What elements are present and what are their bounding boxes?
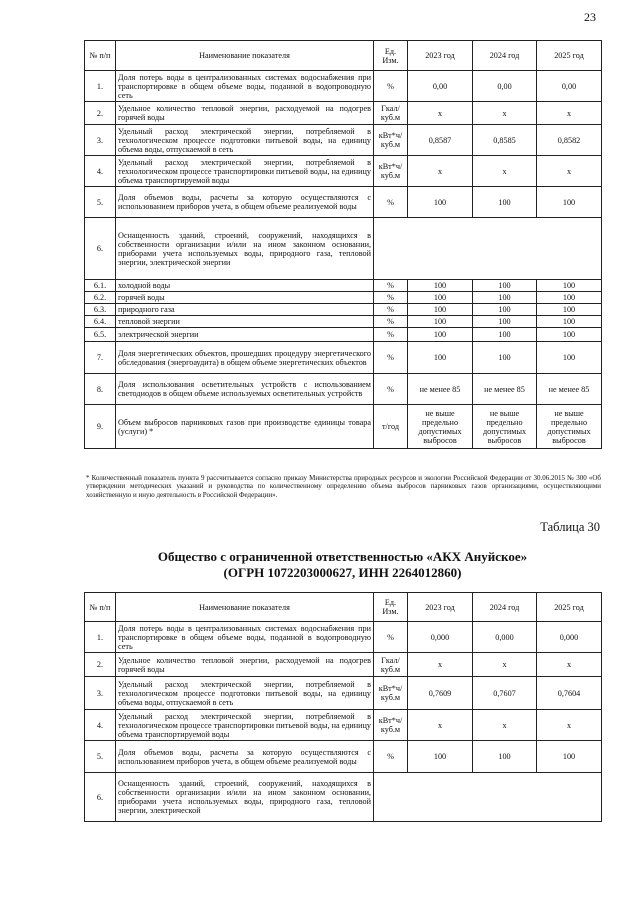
- row-number: 6.4.: [85, 316, 116, 328]
- row-number: 8.: [85, 374, 116, 405]
- value-2024: 0,8585: [473, 125, 537, 156]
- row-number: 6.3.: [85, 304, 116, 316]
- value-2023: 100: [408, 316, 473, 328]
- unit-cell: Гкал/ куб.м: [374, 653, 408, 677]
- row-number: 3.: [85, 125, 116, 156]
- row-number: 6.2.: [85, 292, 116, 304]
- row-number: 6.1.: [85, 280, 116, 292]
- value-2025: 0,00: [537, 71, 602, 102]
- table-row: [85, 156, 602, 187]
- unit-cell: т/год: [374, 405, 408, 449]
- unit-cell: кВт*ч/ куб.м: [374, 677, 408, 710]
- row-number: 6.: [85, 218, 116, 280]
- indicator-name: Удельный расход электрической энергии, потребляемой в технологическом процессе подготовки питьевой воды, на единицу объема воды, отпускаемой в сеть: [116, 677, 374, 710]
- unit-cell: %: [374, 71, 408, 102]
- header-indicator-name: Наименование показателя: [116, 593, 374, 622]
- unit-cell: %: [374, 741, 408, 773]
- value-2023: х: [408, 102, 473, 125]
- table-row: [85, 374, 602, 405]
- empty-merged-cell: [374, 218, 602, 280]
- unit-cell: %: [374, 316, 408, 328]
- header-year-2025: 2025 год: [537, 593, 602, 622]
- header-year-2024: 2024 год: [473, 593, 537, 622]
- table-header-row: [85, 41, 602, 71]
- indicator-name: тепловой энергии: [116, 316, 374, 328]
- unit-cell: %: [374, 304, 408, 316]
- indicator-name: Доля использования осветительных устройств с использованием светодиодов в общем объеме используемых осветительных устройств: [116, 374, 374, 405]
- value-2025: не менее 85: [537, 374, 602, 405]
- row-number: 6.: [85, 773, 116, 822]
- indicator-name: Удельный расход электрической энергии, потребляемой в технологическом процессе подготовки питьевой воды, на единицу объема воды, отпускаемой в сеть: [116, 125, 374, 156]
- value-2023: 0,7609: [408, 677, 473, 710]
- value-2025: 100: [537, 342, 602, 374]
- footnote: * Количественный показатель пункта 9 рассчитывается согласно приказу Министерства природных ресурсов и экологии Российской Федерации от 30.06.2015 № 300 «Об утверждении методических указаний и руководства по количественному определению объема выбросов парниковых газов организациями, осуществляющими хозяйственную и иную деятельность в Российской Федерации».: [86, 474, 601, 499]
- value-2024: 0,7607: [473, 677, 537, 710]
- value-2024: 100: [473, 292, 537, 304]
- value-2023: 100: [408, 304, 473, 316]
- value-2025: 100: [537, 316, 602, 328]
- row-number: 2.: [85, 653, 116, 677]
- indicator-name: Доля потерь воды в централизованных системах водоснабжения при транспортировке в общем объеме воды, поданной в водопроводную сеть: [116, 71, 374, 102]
- indicator-name: Удельный расход электрической энергии, потребляемой в технологическом процессе транспортировки питьевой воды, на единицу объема транспортируемой воды: [116, 156, 374, 187]
- row-number: 4.: [85, 710, 116, 741]
- table-row: [85, 102, 602, 125]
- value-2024: 100: [473, 280, 537, 292]
- value-2025: х: [537, 710, 602, 741]
- row-number: 2.: [85, 102, 116, 125]
- value-2025: 100: [537, 187, 602, 218]
- unit-cell: %: [374, 622, 408, 653]
- value-2024: х: [473, 653, 537, 677]
- value-2024: х: [473, 710, 537, 741]
- table-row: [85, 677, 602, 710]
- value-2023: не менее 85: [408, 374, 473, 405]
- unit-cell: кВт*ч/ куб.м: [374, 710, 408, 741]
- value-2025: 100: [537, 292, 602, 304]
- row-number: 7.: [85, 342, 116, 374]
- value-2023: 100: [408, 280, 473, 292]
- value-2024: не менее 85: [473, 374, 537, 405]
- header-unit: Ед. Изм.: [374, 593, 408, 622]
- empty-merged-cell: [374, 773, 602, 822]
- value-2025: 0,7604: [537, 677, 602, 710]
- value-2023: 100: [408, 741, 473, 773]
- header-year-2024: 2024 год: [473, 41, 537, 71]
- row-number: 5.: [85, 741, 116, 773]
- header-year-2023: 2023 год: [408, 41, 473, 71]
- table-row: [85, 710, 602, 741]
- unit-cell: %: [374, 374, 408, 405]
- table-row: [85, 218, 602, 280]
- value-2023: 100: [408, 292, 473, 304]
- table-row: [85, 304, 602, 316]
- value-2024: 0,000: [473, 622, 537, 653]
- value-2024: х: [473, 156, 537, 187]
- value-2025: х: [537, 156, 602, 187]
- indicator-name: Доля энергетических объектов, прошедших процедуру энергетического обследования (энергоаудита) в общем объеме энергетических объектов: [116, 342, 374, 374]
- table-row: [85, 71, 602, 102]
- table-row: [85, 653, 602, 677]
- value-2023: х: [408, 156, 473, 187]
- indicator-name: Оснащенность зданий, строений, сооружений, находящихся в собственности организации и/или на ином законном основании, приборами учета используемых воды, природного газа, тепловой энергии, электрической энергии: [116, 218, 374, 280]
- table-header-row: [85, 593, 602, 622]
- table-row: [85, 316, 602, 328]
- header-year-2025: 2025 год: [537, 41, 602, 71]
- value-2024: 100: [473, 187, 537, 218]
- unit-cell: кВт*ч/ куб.м: [374, 125, 408, 156]
- indicator-name: Доля объемов воды, расчеты за которую осуществляются с использованием приборов учета, в общем объеме реализуемой воды: [116, 741, 374, 773]
- value-2023: 0,000: [408, 622, 473, 653]
- header-year-2023: 2023 год: [408, 593, 473, 622]
- value-2023: 100: [408, 187, 473, 218]
- row-number: 4.: [85, 156, 116, 187]
- value-2023: не выше предельно допустимых выбросов: [408, 405, 473, 449]
- value-2025: 0,8582: [537, 125, 602, 156]
- unit-cell: кВт*ч/ куб.м: [374, 156, 408, 187]
- row-number: 1.: [85, 71, 116, 102]
- indicator-name: Объем выбросов парниковых газов при производстве единицы товара (услуги) *: [116, 405, 374, 449]
- value-2025: 100: [537, 304, 602, 316]
- table-row: [85, 292, 602, 304]
- row-number: 1.: [85, 622, 116, 653]
- value-2025: 0,000: [537, 622, 602, 653]
- value-2024: 100: [473, 741, 537, 773]
- table-row: [85, 741, 602, 773]
- header-unit: Ед. Изм.: [374, 41, 408, 71]
- table-row: [85, 125, 602, 156]
- value-2025: 100: [537, 328, 602, 342]
- unit-cell: %: [374, 187, 408, 218]
- value-2024: не выше предельно допустимых выбросов: [473, 405, 537, 449]
- value-2024: 0,00: [473, 71, 537, 102]
- header-number: № п/п: [85, 593, 116, 622]
- indicator-name: горячей воды: [116, 292, 374, 304]
- value-2023: х: [408, 653, 473, 677]
- value-2024: х: [473, 102, 537, 125]
- value-2023: 0,8587: [408, 125, 473, 156]
- unit-cell: Гкал/ куб.м: [374, 102, 408, 125]
- indicator-name: Удельный расход электрической энергии, потребляемой в технологическом процессе транспортировки питьевой воды, на единицу объема транспортируемой воды: [116, 710, 374, 741]
- value-2024: 100: [473, 304, 537, 316]
- indicator-name: Доля объемов воды, расчеты за которую осуществляются с использованием приборов учета, в общем объеме реализуемой воды: [116, 187, 374, 218]
- value-2023: 0,00: [408, 71, 473, 102]
- header-number: № п/п: [85, 41, 116, 71]
- value-2024: 100: [473, 316, 537, 328]
- indicators-table-1: [84, 40, 602, 449]
- table-row: [85, 328, 602, 342]
- indicator-name: Оснащенность зданий, строений, сооружений, находящихся в собственности организации и/или на ином законном основании, приборами учета используемых воды, природного газа, тепловой энергии, электрической: [116, 773, 374, 822]
- page-number: 23: [584, 10, 596, 24]
- table-row: [85, 280, 602, 292]
- value-2023: 100: [408, 328, 473, 342]
- indicator-name: Доля потерь воды в централизованных системах водоснабжения при транспортировке в общем объеме воды, поданной в водопроводную сеть: [116, 622, 374, 653]
- table-number: Таблица 30: [540, 520, 600, 534]
- unit-cell: %: [374, 292, 408, 304]
- unit-cell: %: [374, 328, 408, 342]
- value-2025: 100: [537, 280, 602, 292]
- table-row: [85, 342, 602, 374]
- value-2025: 100: [537, 741, 602, 773]
- value-2025: х: [537, 653, 602, 677]
- row-number: 6.5.: [85, 328, 116, 342]
- value-2025: х: [537, 102, 602, 125]
- table-row: [85, 405, 602, 449]
- indicator-name: Удельное количество тепловой энергии, расходуемой на подогрев горячей воды: [116, 102, 374, 125]
- value-2023: 100: [408, 342, 473, 374]
- header-indicator-name: Наименование показателя: [116, 41, 374, 71]
- indicators-table-2: [84, 592, 602, 822]
- unit-cell: %: [374, 280, 408, 292]
- unit-cell: %: [374, 342, 408, 374]
- table-row: [85, 622, 602, 653]
- organization-registration: (ОГРН 1072203000627, ИНН 2264012860): [223, 565, 462, 580]
- table-row: [85, 773, 602, 822]
- value-2024: 100: [473, 328, 537, 342]
- value-2024: 100: [473, 342, 537, 374]
- indicator-name: электрической энергии: [116, 328, 374, 342]
- organization-title: Общество с ограниченной ответственностью «АКХ Ануйское»: [157, 549, 528, 564]
- indicator-name: Удельное количество тепловой энергии, расходуемой на подогрев горячей воды: [116, 653, 374, 677]
- row-number: 3.: [85, 677, 116, 710]
- indicator-name: природного газа: [116, 304, 374, 316]
- indicator-name: холодной воды: [116, 280, 374, 292]
- table-row: [85, 187, 602, 218]
- value-2023: х: [408, 710, 473, 741]
- value-2025: не выше предельно допустимых выбросов: [537, 405, 602, 449]
- row-number: 5.: [85, 187, 116, 218]
- row-number: 9.: [85, 405, 116, 449]
